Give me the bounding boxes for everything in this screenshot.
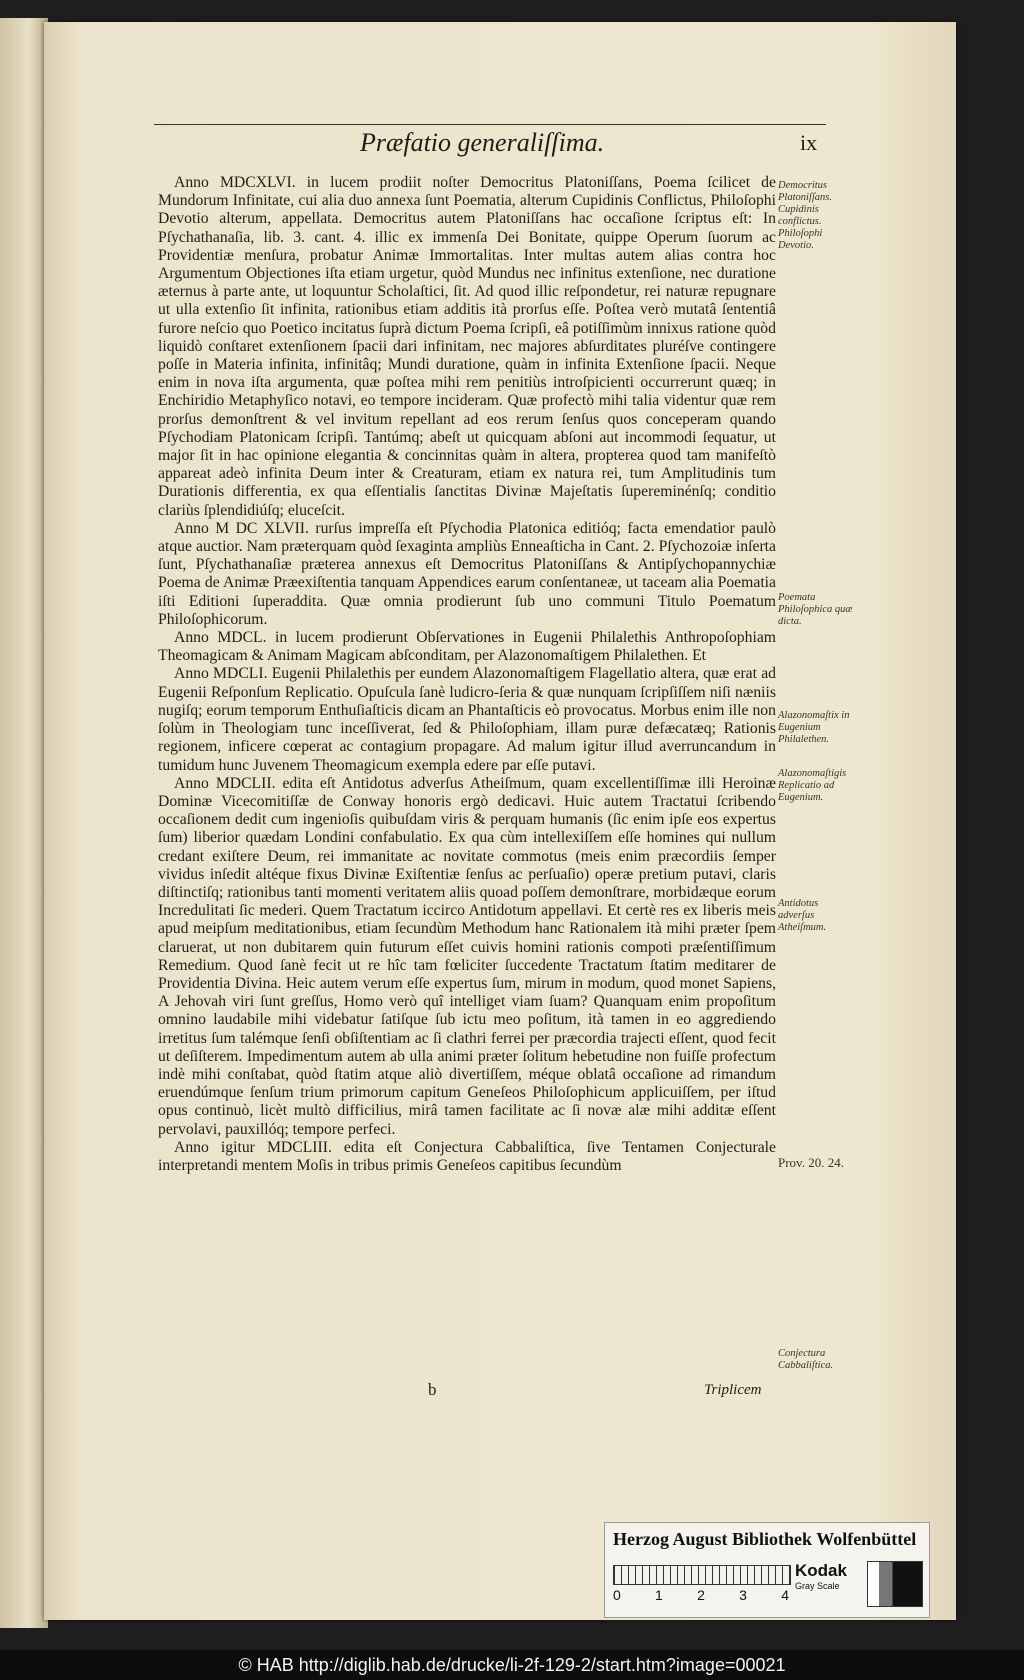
paragraph: Anno M DC XLVII. rurſus impreſſa eſt Pſychodia Platonica editióq; facta emendatior paulò atque auctior. Nam præterquam quòd ſexaginta ampliùs Enneaſticha in Cant. 2. Pſychozoiæ inſerta ſunt, Pſychathanaſiæ præterea annexus eſt Democritus Platoniſſans & Antipſychopannychiæ Poema de Animæ Præexiſtentia tanquam Appendices earum conſentaneæ, ut taceam alia Poematia iſti Editioni ſuperaddita. Quæ omnia prodierunt ſub uno communi Titulo Poematum Philoſophicorum. xyxy=(158,519,776,628)
margin-note: Alazonomaſtix in Eugenium Philalethen. xyxy=(778,710,850,745)
paragraph: Anno MDCLI. Eugenii Philalethis per eundem Alazonomaſtigem Flagellatio altera, quæ erat ad Eugenii Reſponſum Replicatio. Opuſcula ſanè ludicro-ſeria & quæ nunquam ſcripſiſſem niſi næniis nugiſq; eorum temporum Enthuſiaſticis dicam an Phantaſticis eò provocatus. Morbus enim ille non ſolùm in Theologiam tunc inceſſiverat, ſed & Philoſophiam, illam puræ defæcatæq; Rationis regionem, inficere cœperat ac contagium propagare. Ad malum igitur illud averruncandum in tumidum hunc Juvenem Theomagicum exempla edere par eſſe putavi. xyxy=(158,665,776,774)
margin-note: Conjectura Cabbaliſtica. xyxy=(778,1348,834,1371)
ruler-number: 4 xyxy=(781,1587,789,1603)
signature-mark: b xyxy=(428,1380,437,1399)
gray-scale-label: Gray Scale xyxy=(795,1581,840,1591)
margin-note: Prov. 20. 24. xyxy=(778,1155,844,1170)
running-head: Præfatio generaliſſima. xyxy=(360,128,605,157)
margin-note: Democritus Platoniſſans. Cupidinis conflictus. Philoſophi Devotio. xyxy=(778,180,832,251)
ruler-scale xyxy=(613,1565,791,1585)
ruler-numbers xyxy=(613,1587,789,1603)
margin-note: Poemata Philoſophica quæ dicta. xyxy=(778,592,853,627)
ruler-number: 1 xyxy=(655,1587,663,1603)
paragraph: Anno MDCL. in lucem prodierunt Obſervationes in Eugenii Philalethis Anthropoſophiam Theomagicam & Animam Magicam abſconditam, per Alazonomaſtigem Philalethen. Et xyxy=(158,629,776,665)
margin-note: Alazonomaſtigis Replicatio ad Eugenium. xyxy=(778,768,847,803)
library-color-target xyxy=(604,1522,930,1618)
header-rule xyxy=(154,124,826,125)
library-name: Herzog August Bibliothek Wolfenbüttel xyxy=(613,1529,917,1549)
page-number: ix xyxy=(800,130,818,155)
paragraph: Anno MDCLII. edita eſt Antidotus adverſus Atheiſmum, quam excellentiſſimæ illi Heroinæ Dominæ Vicecomitiſſæ de Conway honoris ergò dedicavi. Huic autem Tractatui ſcribendo occaſionem dedit cum ingenioſis quibuſdam viris & perquam humanis (ſic enim ipſe eos expertus ſum) liberior quædam Londini confabulatio. Ex qua cùm intellexiſſem eſſe homines qui nullum credant exiſtere Deum, rei immanitate ac novitate commotus (meis enim præcordiis ſemper vividus inſedit altéque fixus Divinæ Exiſtentiæ ſenſus ac perſuaſio) operæ pretium putavi, claris diſtinctiſq; rationibus tanti momenti veritatem aliis quoad poſſem demonſtrare, morbidæque eorum Incredulitati ſic mederi. Quem Tractatum iccirco Antidotum appellavi. Et certè res ex liberis meis apud meipſum meditationibus, etiam ſecundùm Methodum hanc Rationalem ità mihi præter ſpem claruerat, ut non dubitarem quin futurum eſſet cuivis homini rationis compoti præſentiſſimum Remedium. Quod ſanè fecit ut re hîc tam fœliciter ſuccedente Tractatum ſtatim meditarer de Providentia Divina. Heic autem verum eſſe expertus ſum, mirum in modum, quod monet Sapiens, A Jehovah viri ſunt greſſus, Homo verò quî intelliget viam ſuam? Quanquam enim propoſitum omnino laudabile mihi videbatur ſatiſque ſub ictu meo poſitum, ità tamen in eo aggrediendo irretitus ſum talémque ſenſi obſiſtentiam ac ſi clathri ferrei per præcordia trajecti eſſent, quod fecit ut deſiſterem. Impedimentum autem ab ulla animi præter ſolitum hebetudine non fuiſſe profectum indè mihi conſtabat, quòd ſtatim atque aliò divertiſſem, méque oblatâ occaſione ad rimandum eruendúmque ſenſum trium primorum capitum Geneſeos Philoſophicum applicuiſſem, per iſtud opus continuò, licèt multò difficilius, mirâ tamen facilitate ac ſi novæ alæ mihi additæ eſſent pervolavi, pauxillóq; tempore perfeci. xyxy=(158,774,776,1138)
catchword: Triplicem xyxy=(704,1382,762,1398)
ruler-number: 0 xyxy=(613,1587,621,1603)
body-text xyxy=(158,174,776,1175)
footer-credit: © HAB http://diglib.hab.de/drucke/li-2f-129-2/start.htm?image=00021 xyxy=(0,1650,1024,1680)
ruler-number: 2 xyxy=(697,1587,705,1603)
paragraph: Anno igitur MDCLIII. edita eſt Conjectura Cabbaliſtica, ſive Tentamen Conjecturale interpretandi mentem Moſis in tribus primis Geneſeos capitibus ſecundùm xyxy=(158,1138,776,1174)
paragraph: Anno MDCXLVI. in lucem prodiit noſter Democritus Platoniſſans, Poema ſcilicet de Mundorum Infinitate, cui alia duo annexa ſunt Poematia, alterum Cupidinis Conflictus, Philoſophi Devotio alterum, appellata. Democritus autem Platoniſſans hac occaſione ſcriptus eſt: In Pſychathanaſia, lib. 3. cant. 4. illic ex immenſa Dei Bonitate, quippe Operum ſuorum ac Providentiæ menſura, probatur Animæ Immortalitas. Inter multas autem alias contra hoc Argumentum Objectiones iſta etiam urgetur, quòd Mundus nec infinitus extenſione, nec duratione æternus à parte ante, ut loquuntur Scholaſtici, ſit. Ad quod illic reſpondetur, rei naturæ repugnare ut ulla extenſio ſit infinita, rationibus etiam additis ità prorſus eſſe. Poſtea verò mutatâ ſententiâ furore neſcio quo Poetico incitatus ſuprà dictum Poema ſcripſi, eâ potiſſimùm innixus ratione quòd liquidò conſtaret extenſionem ſpacii dari infinitam, nec majores abſurditates pluréſve contingere poſſe in Materia infinita, infinitâq; Mundi duratione, quàm in infinita Extenſione ſpacii. Neque enim in nova iſta argumenta, quæ poſtea mihi rem penitiùs introſpicienti occurrerunt quæq; in Enchiridio Metaphyſico notavi, eo tempore incideram. Quæ profectò mihi talia videntur quæ rem prorſus demonſtrent & vel invitum repellant ad eos rerum ſenſus quos conceperam quando Pſychodiam Platonicam ſcripſi. Tantúmq; abeſt ut quicquam abſoni aut incommodi ſequatur, ut major ſit in hac opinione elegantia & concinnitas quàm in altera, propterea quod tam manifeſtò appareat adeò infinita Deum inter & Creaturam, etiam ex natura rei, tum Amplitudinis tum Durationis differentia, ex qua eſſentialis ſanctitas Divinæ Majeſtatis ſupereminénſq; conditio clariùs ſplendidiúſq; eluceſcit. xyxy=(158,174,776,519)
margin-note: Antidotus adverſus Atheiſmum. xyxy=(778,898,827,933)
facing-page-edge xyxy=(0,18,48,1628)
kodak-label: Kodak xyxy=(795,1561,847,1580)
ruler-number: 3 xyxy=(739,1587,747,1603)
gray-swatch xyxy=(867,1561,923,1607)
